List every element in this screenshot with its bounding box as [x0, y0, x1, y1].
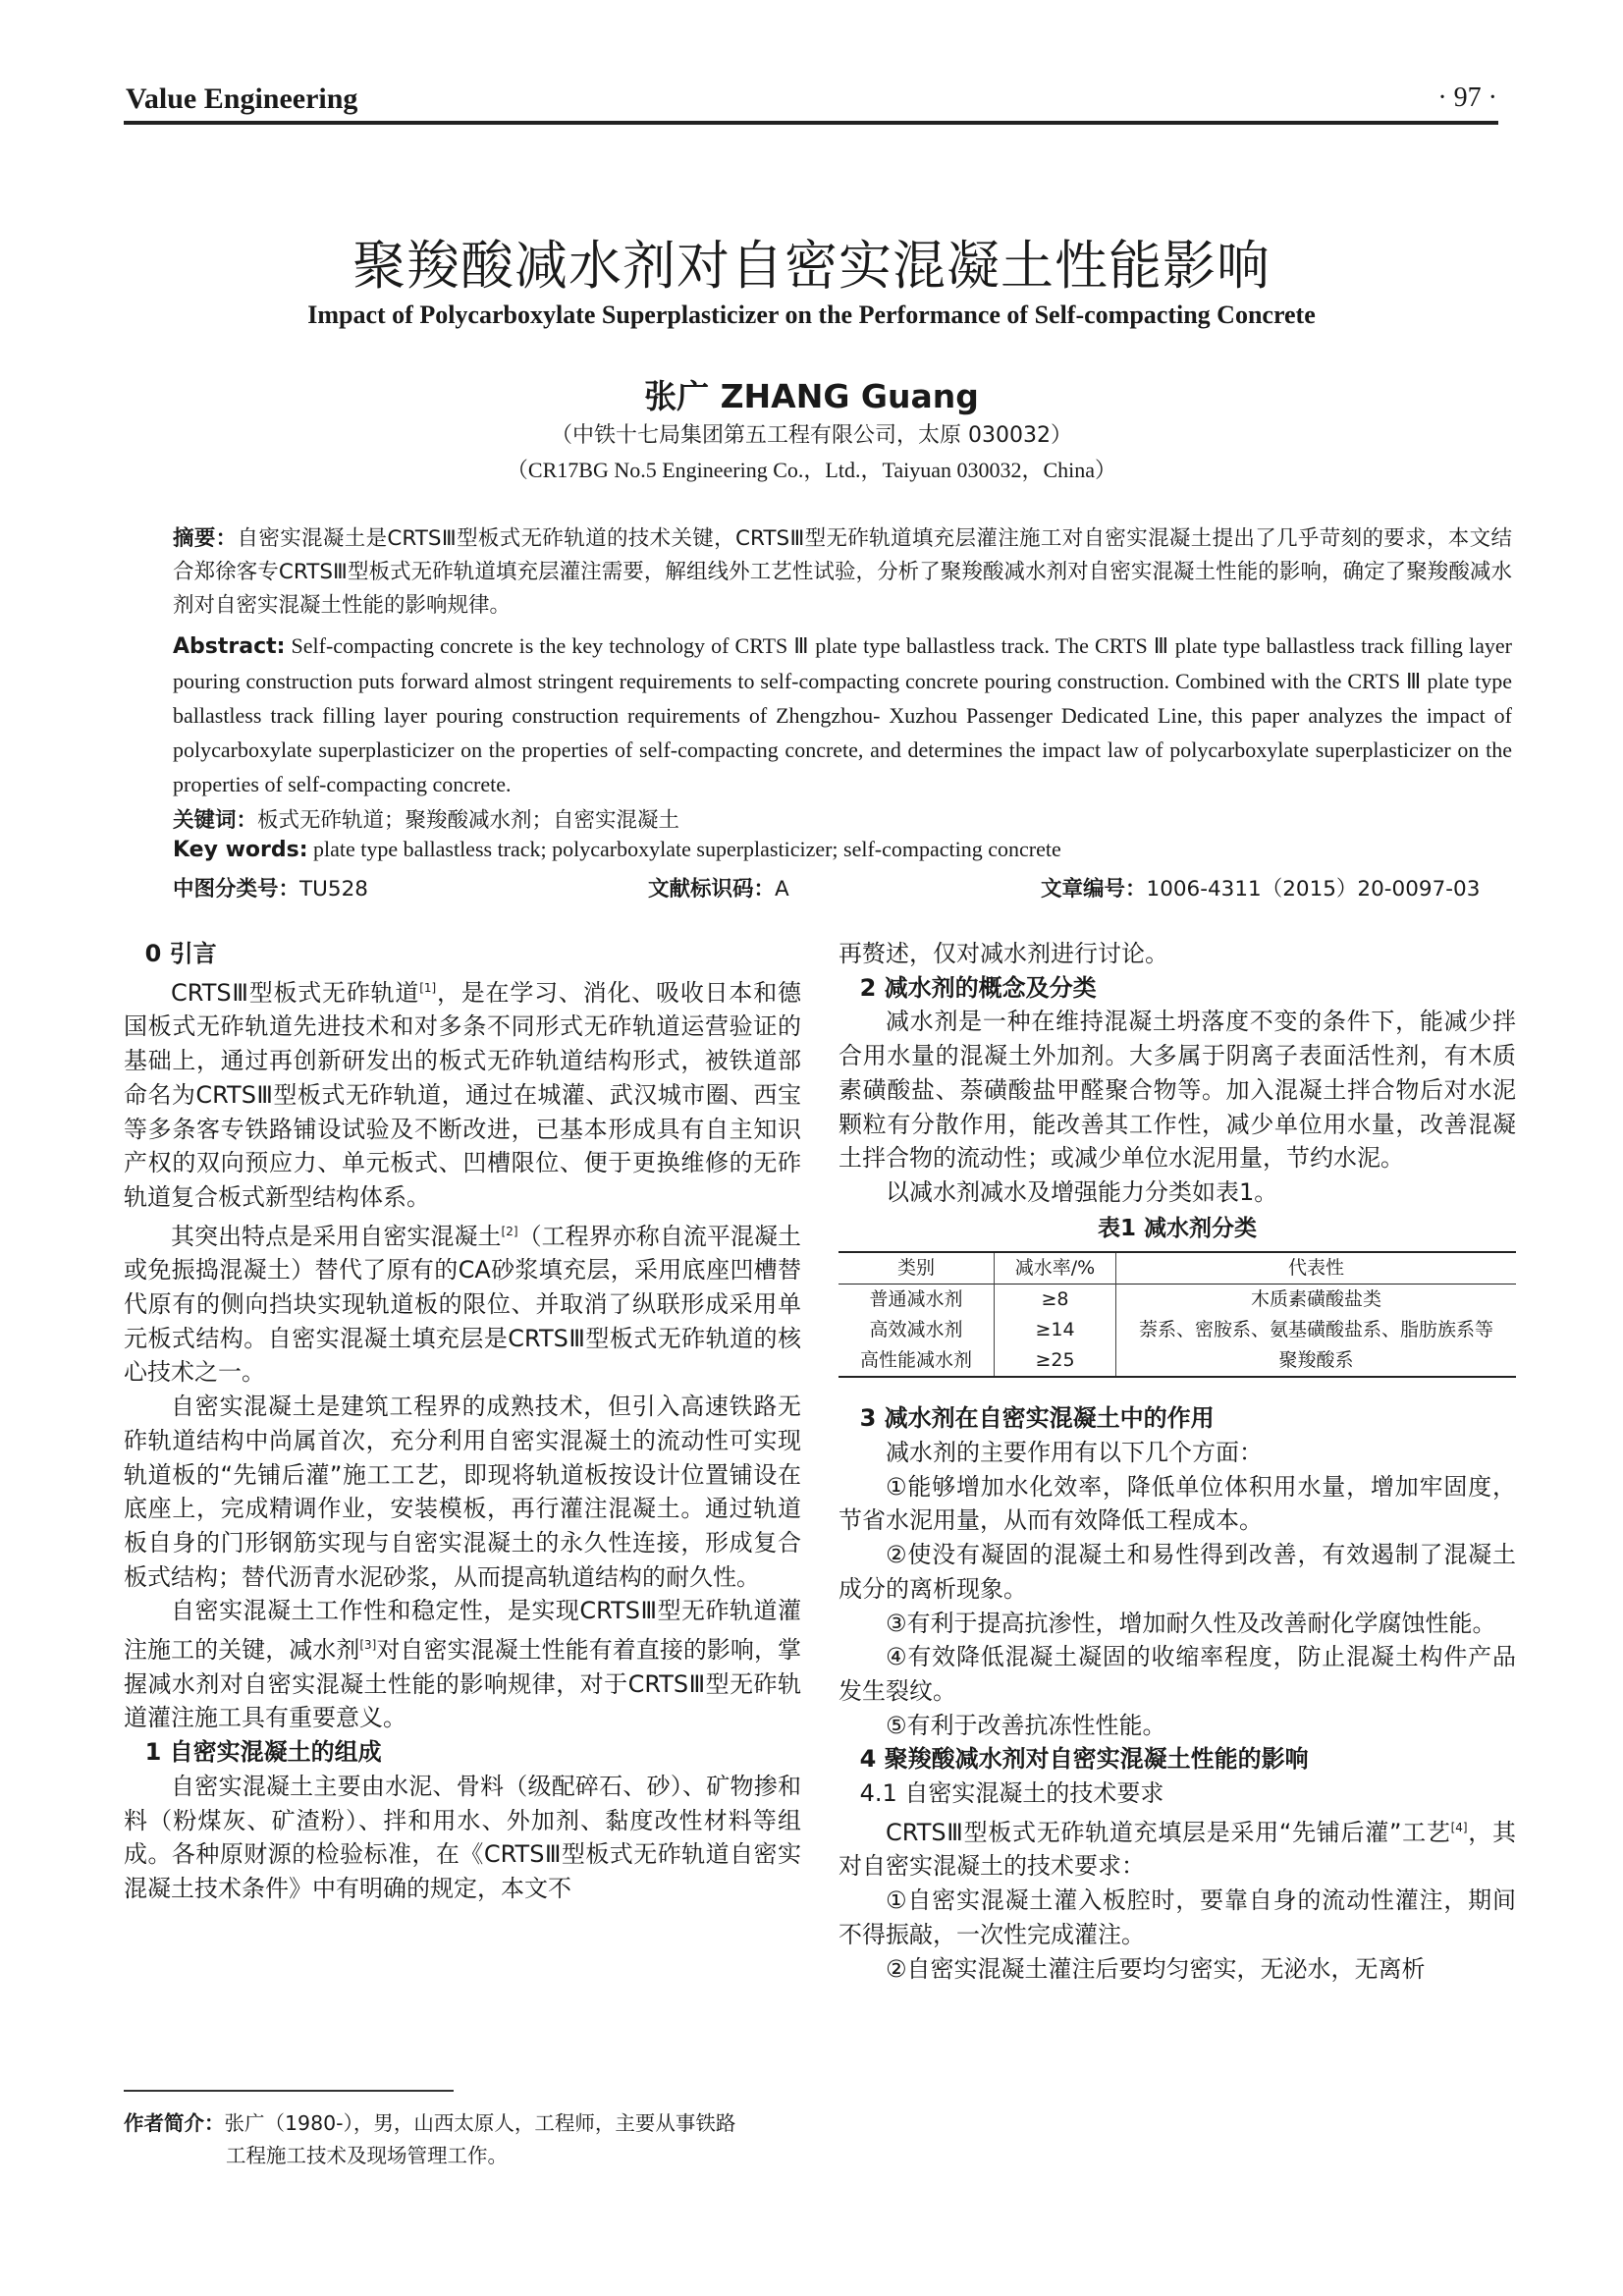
paragraph-text: ，其对自密实混凝土的技术要求：	[839, 1818, 1517, 1881]
paragraph: 减水剂是一种在维持混凝土坍落度不变的条件下，能减少拌合用水量的混凝土外加剂。大多属于阴离子表面活性剂，有木质素磺酸盐、萘磺酸盐甲醛聚合物等。加入混凝土拌合物后对水泥颗粒有分散作用，能改善其工作性，减少单位用水量，改善混凝土拌合物的流动性；或减少单位水泥用量，节约水泥。	[839, 1008, 1516, 1173]
left-column	[124, 937, 801, 1906]
title-english: Impact of Polycarboxylate Superplasticizer on the Performance of Self-compacting Concrete	[307, 301, 1316, 329]
table-cell: 聚羧酸系	[1278, 1349, 1354, 1372]
list-item: ③有利于提高抗渗性，增加耐久性及改善耐化学腐蚀性能。	[886, 1609, 1496, 1637]
table-caption: 表1 减水剂分类	[1097, 1215, 1257, 1241]
list-item: ④有效降低混凝土凝固的收缩率程度，防止混凝土构件产品发生裂纹。	[839, 1643, 1516, 1705]
list-item: ⑤有利于改善抗冻性性能。	[886, 1711, 1166, 1739]
paragraph	[124, 971, 801, 1215]
page-number: · 97 ·	[1437, 82, 1497, 113]
table-cell: ≥8	[995, 1285, 1116, 1316]
keywords-cn-label: 关键词：	[173, 808, 258, 833]
table-row	[839, 1345, 1516, 1377]
citation: [1]	[419, 980, 437, 995]
footnote-label: 作者简介：	[124, 2111, 225, 2135]
table-row	[839, 1315, 1516, 1345]
citation: [2]	[501, 1224, 518, 1238]
list-item: ②自密实混凝土灌注后要均匀密实，无泌水，无离析	[886, 1954, 1426, 1983]
paragraph-text: （工程界亦称自流平混凝土或免振捣混凝土）替代了原有的CA砂浆填充层，采用底座凹槽替代原有的侧向挡块实现轨道板的限位、并取消了纵联形成采用单元板式结构。自密实混凝土填充层是CRTSⅢ型板式无砟轨道的核心技术之一。	[124, 1222, 802, 1387]
section-heading-3: 3 减水剂在自密实混凝土中的作用	[859, 1404, 1215, 1433]
paragraph	[124, 1594, 801, 1735]
paragraph: 自密实混凝土主要由水泥、骨料（级配碎石、砂）、矿物掺和料（粉煤灰、矿渣粉）、拌和用水、外加剂、黏度改性材料等组成。各种原财源的检验标准，在《CRTSⅢ型板式无砟轨道自密实混凝土技术条件》中有明确的规定，本文不	[124, 1772, 801, 1902]
subsection-heading-4-1: 4.1 自密实混凝土的技术要求	[859, 1779, 1164, 1808]
footnote-text: 张广（1980-），男，山西太原人，工程师，主要从事铁路	[224, 2111, 736, 2135]
section-heading-0: 0 引言	[144, 940, 217, 967]
author: 张广 ZHANG Guang	[644, 377, 979, 415]
clc-number	[173, 872, 368, 902]
table-cell: ≥25	[995, 1345, 1116, 1377]
section-heading-2: 2 减水剂的概念及分类	[859, 973, 1097, 1002]
abstract-english	[173, 629, 1512, 801]
list-item: ①能够增加水化效率，降低单位体积用水量，增加牢固度，节省水泥用量，从而有效降低工程成本。	[839, 1472, 1516, 1535]
keywords-cn-text: 板式无砟轨道；聚羧酸减水剂；自密实混凝土	[257, 808, 680, 833]
paragraph	[124, 1215, 801, 1391]
article-label: 文章编号：	[1041, 877, 1147, 902]
paragraph	[839, 1811, 1516, 1884]
section-heading-4: 4 聚羧酸减水剂对自密实混凝土性能的影响	[859, 1745, 1309, 1774]
table-cell: 高效减水剂	[839, 1315, 995, 1345]
right-column	[839, 937, 1516, 1986]
table-row	[839, 1285, 1516, 1316]
citation: [4]	[1450, 1820, 1468, 1834]
journal-name: Value Engineering	[126, 82, 358, 115]
table-header-row	[839, 1252, 1516, 1285]
table-cell: ≥14	[995, 1315, 1116, 1345]
article-number	[1041, 872, 1480, 902]
table-header-cell: 代表性	[1287, 1257, 1344, 1280]
table-header-cell: 减水率/%	[995, 1252, 1116, 1285]
affiliation-chinese: （中铁十七局集团第五工程有限公司，太原 030032）	[551, 423, 1072, 448]
title-chinese: 聚羧酸减水剂对自密实混凝土性能影响	[352, 235, 1271, 297]
doc-label: 文献标识码：	[648, 877, 776, 902]
footnote-rule	[124, 2090, 454, 2092]
section-heading-1: 1 自密实混凝土的组成	[144, 1738, 382, 1767]
abstract-en-label: Abstract:	[173, 634, 286, 659]
classification-table	[839, 1251, 1516, 1378]
abstract-cn-label: 摘要：	[173, 526, 238, 551]
keywords-chinese	[173, 803, 679, 834]
clc-label: 中图分类号：	[173, 877, 300, 902]
citation: [3]	[359, 1638, 377, 1653]
list-item: ①自密实混凝土灌入板腔时，要靠自身的流动性灌注，期间不得振敲，一次性完成灌注。	[839, 1886, 1516, 1948]
paragraph: 减水剂的主要作用有以下几个方面：	[886, 1439, 1263, 1467]
paragraph-text: 其突出特点是采用自密实混凝土	[171, 1222, 502, 1250]
table-cell: 高性能减水剂	[839, 1345, 995, 1377]
table-header-cell: 类别	[839, 1252, 995, 1285]
table-cell: 木质素磺酸盐类	[1250, 1288, 1381, 1311]
author-footnote	[124, 2107, 801, 2172]
clc-value: TU528	[299, 877, 368, 902]
abstract-en-text: Self-compacting concrete is the key technology of CRTS Ⅲ plate type ballastless track. The CRTS Ⅲ plate type ballastless track filling layer pouring construction puts forward almost stringent requirements to self-compacting concrete pouring construction. Combined with the CRTS Ⅲ plate type ballastless track filling layer pouring construction requirements of Zhengzhou- Xuzhou Passenger Dedicated Line, this paper analyzes the impact of polycarboxylate superplasticizer on the properties of self-compacting concrete, and determines the impact law of polycarboxylate superplasticizer on the properties of self-compacting concrete.	[173, 633, 1512, 796]
list-item: ②使没有凝固的混凝土和易性得到改善，有效遏制了混凝土成分的离析现象。	[839, 1541, 1516, 1603]
paragraph: 以减水剂减水及增强能力分类如表1。	[886, 1177, 1278, 1206]
document-code	[648, 872, 789, 902]
doc-value: A	[775, 877, 789, 902]
article-value: 1006-4311（2015）20-0097-03	[1146, 877, 1481, 902]
header-rule	[124, 121, 1498, 125]
table-cell: 普通减水剂	[839, 1285, 995, 1316]
paragraph-text: CRTSⅢ型板式无砟轨道充填层是采用“先铺后灌”工艺	[886, 1818, 1451, 1846]
paragraph: 再赘述，仅对减水剂进行讨论。	[839, 940, 1168, 967]
affiliation-english: （CR17BG No.5 Engineering Co.，Ltd.，Taiyuan 030032，China）	[506, 458, 1117, 482]
keywords-english	[173, 837, 1061, 862]
paragraph-text: CRTSⅢ型板式无砟轨道	[171, 978, 420, 1007]
paragraph-text: 对自密实混凝土性能有着直接的影响，掌握减水剂对自密实混凝土性能的影响规律，对于CRTSⅢ型无砟轨道灌注施工具有重要意义。	[124, 1636, 802, 1732]
footnote-text-continued: 工程施工技术及现场管理工作。	[226, 2144, 508, 2167]
keywords-en-label: Key words:	[173, 838, 308, 862]
abstract-cn-text: 自密实混凝土是CRTSⅢ型板式无砟轨道的技术关键，CRTSⅢ型无砟轨道填充层灌注施工对自密实混凝土提出了几乎苛刻的要求，本文结合郑徐客专CRTSⅢ型板式无砟轨道填充层灌注需要，解组线外工艺性试验，分析了聚羧酸减水剂对自密实混凝土性能的影响，确定了聚羧酸减水剂对自密实混凝土性能的影响规律。	[173, 526, 1512, 618]
abstract-chinese	[173, 522, 1512, 623]
paragraph-text: ，是在学习、消化、吸收日本和德国板式无砟轨道先进技术和对多条不同形式无砟轨道运营验证的基础上，通过再创新研发出的板式无砟轨道结构形式，被铁道部命名为CRTSⅢ型板式无砟轨道，通过在城灌、武汉城市圈、西宝等多条客专铁路铺设试验及不断改进，已基本形成具有自主知识产权的双向预应力、单元板式、凹槽限位、便于更换维修的无砟轨道复合板式新型结构体系。	[124, 978, 801, 1211]
table-cell: 萘系、密胺系、氨基磺酸盐系、脂肪族系等	[1138, 1319, 1493, 1341]
keywords-en-text: plate type ballastless track; polycarboxylate superplasticizer; self-compacting concrete	[313, 837, 1061, 861]
paragraph-text: 自密实混凝土工作性和稳定性，是实现CRTSⅢ型无砟轨道灌注施工的关键，减水剂	[124, 1597, 801, 1665]
paragraph: 自密实混凝土是建筑工程界的成熟技术，但引入高速铁路无砟轨道结构中尚属首次，充分利用自密实混凝土的流动性可实现轨道板的“先铺后灌”施工工艺，即现将轨道板按设计位置铺设在底座上，完成精调作业，安装模板，再行灌注混凝土。通过轨道板自身的门形钢筋实现与自密实混凝土的永久性连接，形成复合板式结构；替代沥青水泥砂浆，从而提高轨道结构的耐久性。	[124, 1393, 801, 1591]
